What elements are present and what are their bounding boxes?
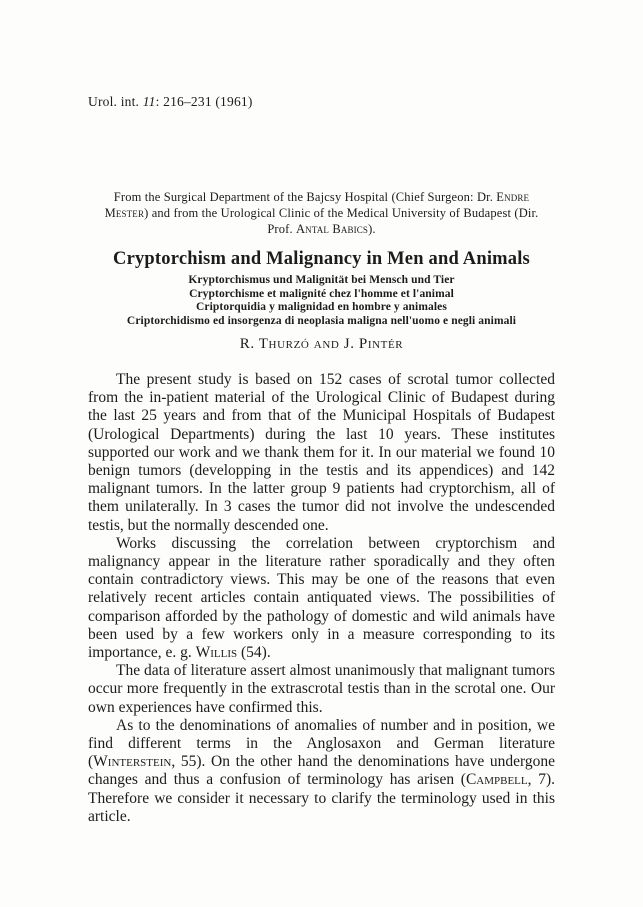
subtitle-spanish: Criptorquidia y malignidad en hombre y animales — [196, 301, 447, 313]
affiliation-block — [88, 189, 555, 237]
translated-titles — [88, 274, 555, 328]
paragraph-2: Works discussing the correlation between cryptorchism and malignancy appear in the literature rather sporadically and they often contain contradictory views. This may be one of the reasons that even relatively recent articles contain antiquated views. The possibilities of comparison afforded by the pathology of domestic and wild animals have been used by a few workers only in a measure corresponding to its importance, e. g. Willis (54). — [88, 534, 555, 662]
affiliation-line-3: Prof. Antal Babics). — [267, 222, 376, 236]
paragraph-3: The data of literature assert almost unanimously that malignant tumors occur more frequently in the extrascrotal testis than in the scrotal one. Our own experiences have confirmed this. — [88, 662, 555, 716]
affiliation-line-2: Mester) and from the Urological Clinic of the Medical University of Budapest (Dir. — [104, 206, 539, 220]
subtitle-german: Kryptorchismus und Malignität bei Mensch und Tier — [188, 274, 455, 286]
paragraph-4: As to the denominations of anomalies of number and in position, we find different terms in the Anglosaxon and German literature (Winterstein, 55). On the other hand the denominations have undergone changes and thus a confusion of terminology has arisen (Campbell, 7). Therefore we consider it necessary to clarify the terminology used in this article. — [88, 716, 555, 825]
paragraph-1: The present study is based on 152 cases of scrotal tumor collected from the in-patient material of the Urological Clinic of Budapest during the last 25 years and from that of the Municipal Hospitals of Budapest (Urological Departments) during the last 10 years. These institutes supported our work and we thank them for it. In our material we found 10 benign tumors (developping in the testis and its appendices) and 142 malignant tumors. In the latter group 9 patients had cryptorchism, all of them unilaterally. In 3 cases the tumor did not involve the undescended testis, but the normally descended one. — [88, 371, 555, 534]
journal-citation: Urol. int. 11: 216–231 (1961) — [88, 94, 253, 109]
page-content — [88, 0, 555, 826]
article-title: Cryptorchism and Malignancy in Men and Animals — [113, 249, 530, 269]
authors-line: R. Thurzó and J. Pintér — [239, 336, 404, 352]
subtitle-italian: Criptorchidismo ed insorgenza di neoplasia maligna nell'uomo e negli animali — [126, 314, 517, 327]
subtitle-french: Cryptorchisme et malignité chez l'homme et l'animal — [189, 287, 454, 300]
affiliation-line-1: From the Surgical Department of the Bajcsy Hospital (Chief Surgeon: Dr. Endre — [113, 190, 530, 204]
article-body — [88, 371, 555, 826]
